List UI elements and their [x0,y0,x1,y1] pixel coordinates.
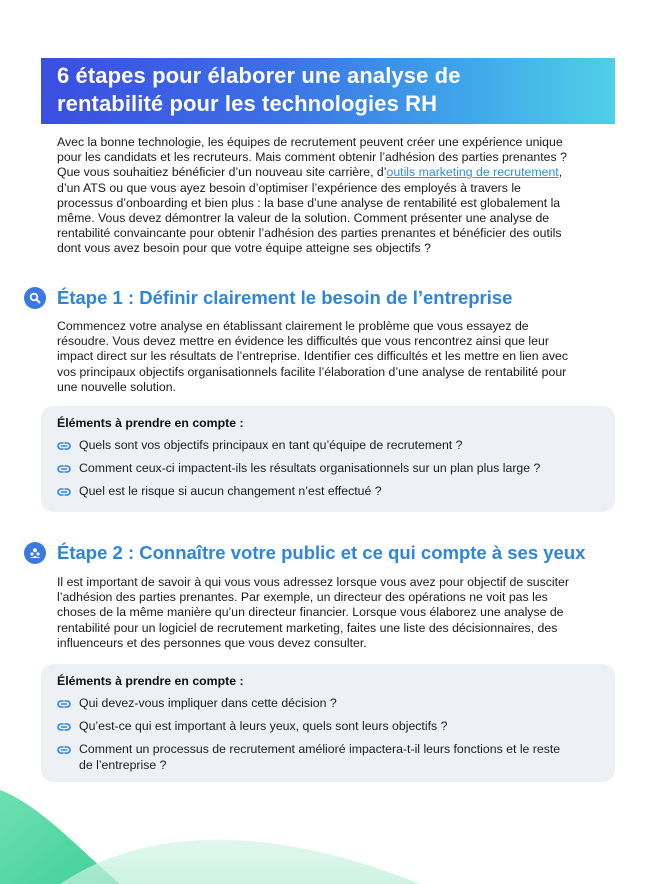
list-item-text: Quel est le risque si aucun changement n’est effectué ? [79,484,382,499]
list-item [57,461,615,476]
list-item-text: de l’entreprise ? [79,757,167,772]
step-2-paragraph [57,575,617,651]
step-2-line: choses de la même manière qu’un directeur financier. Lorsque vous élaborez une analyse de [57,605,564,620]
intro-line: Avec la bonne technologie, les équipes de recrutement peuvent créer une expérience unique [57,135,563,149]
step-1-heading [24,285,512,311]
intro-paragraph [57,135,617,257]
list-item [57,484,615,499]
intro-line: rentabilité convaincante pour obtenir l’adhésion des parties prenantes et bénéficier des outils [57,226,562,241]
step-2-considerations-box [41,664,615,782]
link-icon [57,698,71,710]
people-icon [24,542,46,564]
step-1-line: vos principaux objectifs organisationnels facilite l’élaboration d’une analyse de rentabilité pour [57,364,567,379]
step-2-line: rentabilité pour un logiciel de recrutement marketing, faites une liste des décisionnaires, des [57,620,558,635]
list-item-text: Qui devez-vous impliquer dans cette décision ? [79,696,337,710]
link-icon [57,744,71,756]
page-title-line-1: 6 étapes pour élaborer une analyse de [57,63,461,88]
list-item-text: Qu’est-ce qui est important à leurs yeux, quels sont leurs objectifs ? [79,719,448,734]
intro-line: d’un ATS ou que vous ayez besoin d’optimiser l’expérience des employés à travers le [57,180,521,195]
considerations-title: Éléments à prendre en compte : [57,674,244,688]
step-2-line: l’adhésion des parties prenantes. Par exemple, un directeur des opérations ne voit pas les [57,590,548,605]
link-icon [57,463,71,475]
list-item-text: Comment un processus de recrutement amélioré impactera-t-il leurs fonctions et le reste [79,742,561,757]
step-1-line: résoudre. Vous devez mettre en évidence les difficultés que vous rencontrez ainsi que leur [57,334,549,349]
marketing-tools-link[interactable]: outils marketing de recrutement [386,165,559,180]
intro-line: pour les candidats et les recruteurs. Mais comment obtenir l’adhésion des parties prenantes ? [57,150,567,165]
list-item [57,438,615,453]
list-item [57,696,615,711]
link-icon [57,440,71,452]
step-2-heading [24,540,585,566]
link-icon [57,486,71,498]
intro-line: processus d’onboarding et bien plus : la base d’une analyse de rentabilité est globalement la [57,195,561,210]
page-title-line-2: rentabilité pour les technologies RH [57,91,438,116]
step-1-paragraph [57,319,617,395]
list-item-text: Comment ceux-ci impactent-ils les résultats organisationnels sur un plan plus large ? [79,461,541,476]
search-icon [24,287,46,309]
intro-link-comma: , [558,165,563,180]
step-1-title: Étape 1 : Définir clairement le besoin de l’entreprise [57,287,513,308]
step-1-line: une nouvelle solution. [57,379,176,394]
link-icon [57,721,71,733]
step-2-line: influenceurs et des personnes que vous devez consulter. [57,635,367,650]
step-1-line: impact direct sur les résultats de l’entreprise. Identifier ces difficultés et les mettre en lien avec [57,349,569,364]
intro-line: même. Vous devez démontrer la valeur de la solution. Comment présenter une analyse de [57,211,550,226]
intro-line: dont vous avez besoin pour que votre équipe atteigne ses objectifs ? [57,241,431,256]
list-item [57,719,615,734]
step-1-line: Commencez votre analyse en établissant clairement le problème que vous essayez de [57,319,529,333]
considerations-title: Éléments à prendre en compte : [57,416,244,430]
step-2-title: Étape 2 : Connaître votre public et ce qui compte à ses yeux [57,542,586,563]
step-2-line: Il est important de savoir à qui vous vous adressez lorsque vous avez pour objectif de susciter [57,575,569,589]
step-1-considerations-box [41,406,615,512]
list-item-text: Quels sont vos objectifs principaux en tant qu’équipe de recrutement ? [79,438,463,452]
list-item [57,742,615,772]
decorative-wave [0,780,646,884]
title-banner [41,58,615,124]
intro-line-text: Que vous souhaitiez bénéficier d’un nouveau site carrière, d’ [57,165,387,180]
intro-line [57,165,617,180]
